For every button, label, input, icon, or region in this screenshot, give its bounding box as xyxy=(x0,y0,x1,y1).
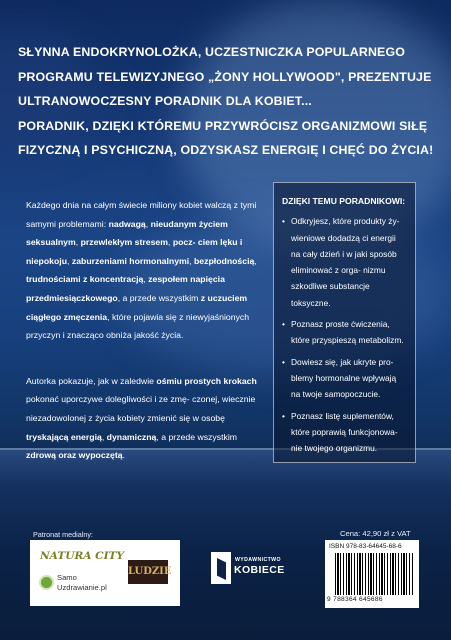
benefits-title: DZIĘKI TEMU PORADNIKOWI: xyxy=(282,196,406,206)
media-patron-logos xyxy=(30,540,180,606)
publisher-name: KOBIECE xyxy=(234,564,285,576)
barcode-panel xyxy=(325,540,419,608)
publisher-small-label: WYDAWNICTWO xyxy=(235,557,281,563)
benefit-item: • Poznasz proste ćwiczenia, które przyspieszą metabolizm. xyxy=(282,316,407,349)
publisher-icon xyxy=(211,552,231,584)
samo-uzdrawianie-logo-icon xyxy=(39,575,54,590)
description-paragraph-2: Autorka pokazuje, jak w zaledwie ośmiu prostych krokach pokonać uporczywe dolegliwości i ze zmę- czonej, wiecznie niezadowolonej z życia kobiety zmienić się w osobę tryskającą energią, dynamiczną, a przede wszystkim zdrową oraz wypoczętą. xyxy=(26,375,257,461)
ludzie-logo: LUDZIE xyxy=(128,560,168,584)
benefit-item: • Odkryjesz, które produkty ży- wieniowe dodadzą ci energii na cały dzień i w jaki sposób eliminować z orga- nizmu szkodliwe substancje toksyczne. xyxy=(282,213,407,311)
samo-uzdrawianie-logo-text: Uzdrawianie.pl xyxy=(57,583,107,592)
heading-line: PROGRAMU TELEWIZYJNEGO „ŻONY HOLLYWOOD", PREZENTUJE xyxy=(18,69,432,84)
cover-heading xyxy=(18,40,438,163)
heading-line: SŁYNNA ENDOKRYNOLOŻKA, UCZESTNICZKA POPULARNEGO xyxy=(18,45,406,59)
benefit-item: • Poznasz listę suplementów, które poprawią funkcjonowa- nie twojego organizmu. xyxy=(282,408,407,457)
benefits-box xyxy=(273,182,416,463)
benefit-item: • Dowiesz się, jak ukryte pro- blemy hormonalne wpływają na twoje samopoczucie. xyxy=(282,354,407,403)
isbn-label: ISBN 978-83-64645-68-6 xyxy=(329,543,402,550)
heading-line: PORADNIK, DZIĘKI KTÓREMU PRZYWRÓCISZ ORGANIZMOWI SIŁĘ xyxy=(18,118,428,133)
publisher-logo xyxy=(211,552,285,602)
benefits-list xyxy=(282,213,407,456)
heading-line: FIZYCZNĄ I PSYCHICZNĄ, ODZYSKASZ ENERGIĘ I CHĘĆ DO ŻYCIA! xyxy=(18,143,434,157)
price-label: Cena: 42,90 zł z VAT xyxy=(340,529,411,538)
heading-line: ULTRANOWOCZESNY PORADNIK DLA KOBIET... xyxy=(18,94,312,108)
barcode-icon xyxy=(335,553,413,595)
natura-city-logo: NATURA CITY xyxy=(40,550,124,562)
samo-uzdrawianie-logo-text: Samo xyxy=(57,573,77,582)
barcode-digits: 9 788364 645686 xyxy=(327,596,383,603)
media-patron-label: Patronat medialny: xyxy=(33,530,93,539)
description-paragraph-1: Każdego dnia na całym świecie miliony kobiet walczą z tymi samymi problemami: nadwagą, nieudanym życiem seksualnym, przewlekłym stresem, pocz- ciem lęku i niepokoju, zaburzeniami hormonalnymi, bezpłodnością, trudnościami z koncentracją, zespołem napięcia przedmiesiączkowego, a przede wszystkim z uczuciem ciągłego zmęczenia, które pojawia się z niewyjaśnionych przyczyn i znacząco obniża jakość życia. xyxy=(26,200,257,341)
description-text xyxy=(26,196,262,465)
